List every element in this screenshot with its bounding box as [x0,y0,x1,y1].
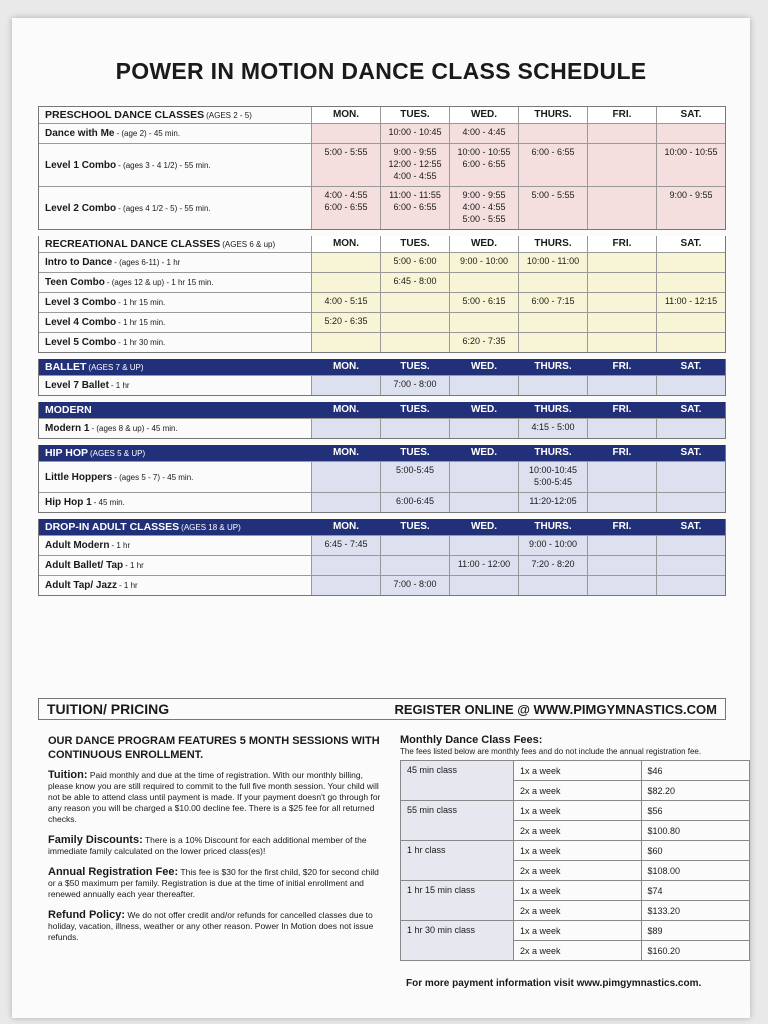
time-cell: 7:20 - 8:20 [518,556,587,575]
fees-table [400,760,750,961]
class-detail: - (ages 8 & up) - 45 min. [91,424,178,433]
day-header: TUES. [380,402,449,418]
section-title: BALLET (AGES 7 & UP) [45,361,144,373]
time-cell [311,273,380,292]
class-detail: - (ages 5 - 7) - 45 min. [114,472,194,482]
class-name: Intro to Dance - (ages 6-11) - 1 hr [45,257,181,268]
fee-class-name: 1 hr 15 min class [401,881,514,921]
tuition-info [48,734,388,953]
fee-frequency: 1x a week [514,761,642,781]
fee-frequency: 2x a week [514,781,642,801]
day-header: THURS. [518,402,587,418]
class-detail: - 1 hr 30 min. [118,338,166,347]
class-row [39,186,725,229]
schedule-sheet [12,18,750,1018]
time-cell [656,536,725,555]
day-header: WED. [449,107,518,123]
day-header: THURS. [518,236,587,252]
fee-row [401,881,750,901]
time-cell [518,376,587,395]
class-row [39,375,725,395]
time-cell: 10:00 - 10:45 [380,124,449,143]
time-cell [449,376,518,395]
fee-frequency: 1x a week [514,841,642,861]
section-header-row [39,107,725,123]
time-cell [656,462,725,492]
time-cell [380,333,449,352]
time-cell [656,376,725,395]
pricing-header [38,698,726,720]
time-cell: 4:15 - 5:00 [518,419,587,438]
program-intro: OUR DANCE PROGRAM FEATURES 5 MONTH SESSIONS WITH CONTINUOUS ENROLLMENT. [48,735,380,761]
fee-amount: $160.20 [641,941,750,961]
time-cell [656,576,725,595]
section-age-range: (AGES 6 & up) [222,239,276,249]
schedule-section [38,445,726,513]
time-cell [587,124,656,143]
class-name: Dance with Me - (age 2) - 45 min. [45,128,181,139]
time-cell: 9:00 - 9:55 12:00 - 12:55 4:00 - 4:55 [380,144,449,186]
time-cell [449,273,518,292]
class-detail: - (ages 12 & up) - 1 hr 15 min. [106,278,214,287]
day-header: FRI. [587,236,656,252]
time-cell: 7:00 - 8:00 [380,576,449,595]
class-detail: - (ages 3 - 4 1/2) - 55 min. [118,160,211,170]
fee-row [401,921,750,941]
fee-amount: $89 [641,921,750,941]
day-header: MON. [311,519,380,535]
class-row [39,312,725,332]
time-cell: 5:00 - 6:00 [380,253,449,272]
time-cell: 6:45 - 8:00 [380,273,449,292]
section-age-range: (AGES 18 & UP) [181,522,241,532]
class-name: Adult Modern - 1 hr [45,540,131,551]
payment-info-footer: For more payment information visit www.pimgymnastics.com. [406,978,702,989]
day-header: THURS. [518,445,587,461]
class-row [39,143,725,186]
time-cell: 4:00 - 4:55 6:00 - 6:55 [311,187,380,229]
day-header: FRI. [587,402,656,418]
class-name: Level 5 Combo - 1 hr 30 min. [45,337,166,348]
time-cell [311,253,380,272]
class-row [39,123,725,143]
fee-amount: $133.20 [641,901,750,921]
fee-amount: $60 [641,841,750,861]
day-header: TUES. [380,107,449,123]
section-header-row [39,359,725,375]
class-detail: - (ages 4 1/2 - 5) - 55 min. [118,203,211,213]
day-header: WED. [449,359,518,375]
day-header: MON. [311,359,380,375]
time-cell: 5:00 - 5:55 [311,144,380,186]
section-age-range: (AGES 2 - 5) [206,110,252,120]
time-cell [449,419,518,438]
fee-row [401,841,750,861]
class-name: Little Hoppers - (ages 5 - 7) - 45 min. [45,471,194,483]
day-header: WED. [449,519,518,535]
time-cell: 7:00 - 8:00 [380,376,449,395]
time-cell [380,419,449,438]
fees-panel [400,734,752,961]
class-detail: - 1 hr 15 min. [118,318,166,327]
time-cell [587,293,656,312]
fee-amount: $56 [641,801,750,821]
time-cell [518,273,587,292]
time-cell [587,556,656,575]
day-header: MON. [311,402,380,418]
time-cell [587,253,656,272]
class-name: Level 3 Combo - 1 hr 15 min. [45,297,166,308]
fee-class-name: 1 hr class [401,841,514,881]
time-cell [587,144,656,186]
time-cell [311,462,380,492]
time-cell [656,333,725,352]
day-header: SAT. [656,402,725,418]
time-cell [380,313,449,332]
class-row [39,272,725,292]
schedule-section [38,402,726,439]
class-name: Teen Combo - (ages 12 & up) - 1 hr 15 min. [45,277,214,288]
fee-frequency: 2x a week [514,821,642,841]
class-row [39,292,725,312]
section-header-row [39,445,725,461]
day-header: FRI. [587,445,656,461]
registration-fee-paragraph: Annual Registration Fee: This fee is $30 for the first child, $20 for second child or a $50 maximum per family. Registration is due at the time of initial enrollment and renewed annually each year thereafter. [48,866,379,899]
fee-frequency: 1x a week [514,881,642,901]
time-cell [449,576,518,595]
fees-heading: Monthly Dance Class Fees: [400,734,543,746]
fee-frequency: 2x a week [514,901,642,921]
time-cell: 6:20 - 7:35 [449,333,518,352]
fee-amount: $82.20 [641,781,750,801]
time-cell [587,536,656,555]
fee-class-name: 1 hr 30 min class [401,921,514,961]
class-name: Level 2 Combo - (ages 4 1/2 - 5) - 55 min. [45,202,211,214]
time-cell: 10:00 - 10:55 [656,144,725,186]
class-detail: - (ages 6-11) - 1 hr [114,258,181,267]
time-cell [380,536,449,555]
fee-frequency: 1x a week [514,921,642,941]
schedule-section [38,519,726,596]
family-discount-paragraph: Family Discounts: There is a 10% Discount for each additional member of the immediate family calculated on the lower priced class(es)! [48,834,367,856]
time-cell: 11:00 - 12:15 [656,293,725,312]
section-title: HIP HOP (AGES 5 & UP) [45,447,146,459]
day-header: SAT. [656,107,725,123]
time-cell [587,273,656,292]
time-cell [656,124,725,143]
time-cell [587,462,656,492]
time-cell [656,556,725,575]
day-header: SAT. [656,359,725,375]
register-online-link[interactable]: REGISTER ONLINE @ WWW.PIMGYMNASTICS.COM [394,701,717,717]
time-cell [656,273,725,292]
schedule-section [38,359,726,396]
fee-amount: $100.80 [641,821,750,841]
class-row [39,418,725,438]
day-header: MON. [311,236,380,252]
day-header: SAT. [656,445,725,461]
time-cell: 6:00 - 6:55 [518,144,587,186]
time-cell: 10:00-10:45 5:00-5:45 [518,462,587,492]
time-cell [587,333,656,352]
fees-subheading: The fees listed below are monthly fees and do not include the annual registration fee. [400,747,702,756]
day-header: FRI. [587,359,656,375]
time-cell: 9:00 - 9:55 4:00 - 4:55 5:00 - 5:55 [449,187,518,229]
time-cell [311,493,380,512]
time-cell: 11:00 - 11:55 6:00 - 6:55 [380,187,449,229]
class-detail: - 1 hr [111,541,131,550]
section-age-range: (AGES 5 & UP) [89,448,146,458]
time-cell [656,313,725,332]
time-cell [518,313,587,332]
time-cell: 6:45 - 7:45 [311,536,380,555]
class-schedule-table [38,106,726,602]
class-name: Level 4 Combo - 1 hr 15 min. [45,317,166,328]
section-title: DROP-IN ADULT CLASSES (AGES 18 & UP) [45,521,241,533]
day-header: SAT. [656,236,725,252]
time-cell: 5:00 - 5:55 [518,187,587,229]
time-cell [518,333,587,352]
time-cell [311,124,380,143]
time-cell: 9:00 - 9:55 [656,187,725,229]
fee-amount: $108.00 [641,861,750,881]
day-header: MON. [311,445,380,461]
fee-row [401,761,750,781]
class-row [39,535,725,555]
time-cell [587,576,656,595]
time-cell: 6:00-6:45 [380,493,449,512]
class-detail: - 1 hr [119,581,138,590]
class-name: Level 7 Ballet - 1 hr [45,380,130,391]
time-cell [311,333,380,352]
time-cell [587,419,656,438]
fee-frequency: 2x a week [514,941,642,961]
time-cell [518,124,587,143]
fee-frequency: 1x a week [514,801,642,821]
day-header: MON. [311,107,380,123]
class-row [39,492,725,512]
time-cell [587,187,656,229]
day-header: WED. [449,402,518,418]
section-title: PRESCHOOL DANCE CLASSES (AGES 2 - 5) [45,109,252,121]
class-detail: - 1 hr [110,381,130,390]
fee-class-name: 45 min class [401,761,514,801]
time-cell [311,556,380,575]
schedule-section [38,106,726,230]
page-title: POWER IN MOTION DANCE CLASS SCHEDULE [115,58,647,84]
time-cell [311,376,380,395]
time-cell [311,419,380,438]
section-header-row [39,519,725,535]
time-cell: 6:00 - 7:15 [518,293,587,312]
time-cell [449,536,518,555]
time-cell [656,419,725,438]
class-detail: - (age 2) - 45 min. [116,129,181,138]
class-row [39,461,725,492]
class-detail: - 1 hr [125,561,144,570]
tuition-heading: TUITION/ PRICING [47,701,170,717]
class-name: Modern 1 - (ages 8 & up) - 45 min. [45,423,178,434]
time-cell [656,493,725,512]
class-row [39,252,725,272]
refund-policy-paragraph: Refund Policy: We do not offer credit and/or refunds for cancelled classes due to holiday, vacation, illness, weather or any other reason. Power In Motion does not issue refunds. [48,909,374,942]
schedule-section [38,236,726,353]
time-cell: 9:00 - 10:00 [518,536,587,555]
time-cell [449,462,518,492]
section-title: RECREATIONAL DANCE CLASSES (AGES 6 & up) [45,238,276,250]
day-header: WED. [449,445,518,461]
time-cell: 11:20-12:05 [518,493,587,512]
time-cell: 10:00 - 10:55 6:00 - 6:55 [449,144,518,186]
day-header: TUES. [380,445,449,461]
class-row [39,332,725,352]
time-cell: 4:00 - 4:45 [449,124,518,143]
time-cell [587,493,656,512]
section-header-row [39,402,725,418]
fee-row [401,801,750,821]
class-name: Hip Hop 1 - 45 min. [45,497,125,508]
time-cell: 11:00 - 12:00 [449,556,518,575]
day-header: TUES. [380,519,449,535]
section-header-row [39,236,725,252]
time-cell [311,576,380,595]
section-age-range: (AGES 7 & UP) [88,362,144,372]
class-row [39,575,725,595]
tuition-paragraph: Tuition: Paid monthly and due at the time of registration. With our monthly billing, please know you are still required to commit to the full five month session. Your child will not be able to attend class until payment is made. If your payment doesn't go through for any reason you will be charged a $10.00 decline fee. There is a $25 fee for all returned checks. [48,769,381,824]
time-cell [380,556,449,575]
day-header: FRI. [587,519,656,535]
day-header: TUES. [380,359,449,375]
time-cell: 5:00 - 6:15 [449,293,518,312]
day-header: WED. [449,236,518,252]
day-header: THURS. [518,519,587,535]
time-cell: 9:00 - 10:00 [449,253,518,272]
time-cell: 5:00-5:45 [380,462,449,492]
time-cell [587,313,656,332]
fee-amount: $74 [641,881,750,901]
day-header: SAT. [656,519,725,535]
time-cell [656,253,725,272]
class-name: Adult Ballet/ Tap - 1 hr [45,560,144,571]
time-cell [380,293,449,312]
time-cell [518,576,587,595]
day-header: THURS. [518,359,587,375]
day-header: TUES. [380,236,449,252]
day-header: FRI. [587,107,656,123]
time-cell [587,376,656,395]
time-cell: 10:00 - 11:00 [518,253,587,272]
day-header: THURS. [518,107,587,123]
fee-frequency: 2x a week [514,861,642,881]
fee-class-name: 55 min class [401,801,514,841]
time-cell [449,493,518,512]
time-cell: 5:20 - 6:35 [311,313,380,332]
class-detail: - 1 hr 15 min. [118,298,166,307]
class-row [39,555,725,575]
class-detail: - 45 min. [93,498,125,507]
section-title: MODERN [45,404,92,416]
class-name: Adult Tap/ Jazz - 1 hr [45,580,138,591]
class-name: Level 1 Combo - (ages 3 - 4 1/2) - 55 min. [45,159,211,171]
time-cell: 4:00 - 5:15 [311,293,380,312]
time-cell [449,313,518,332]
fee-amount: $46 [641,761,750,781]
